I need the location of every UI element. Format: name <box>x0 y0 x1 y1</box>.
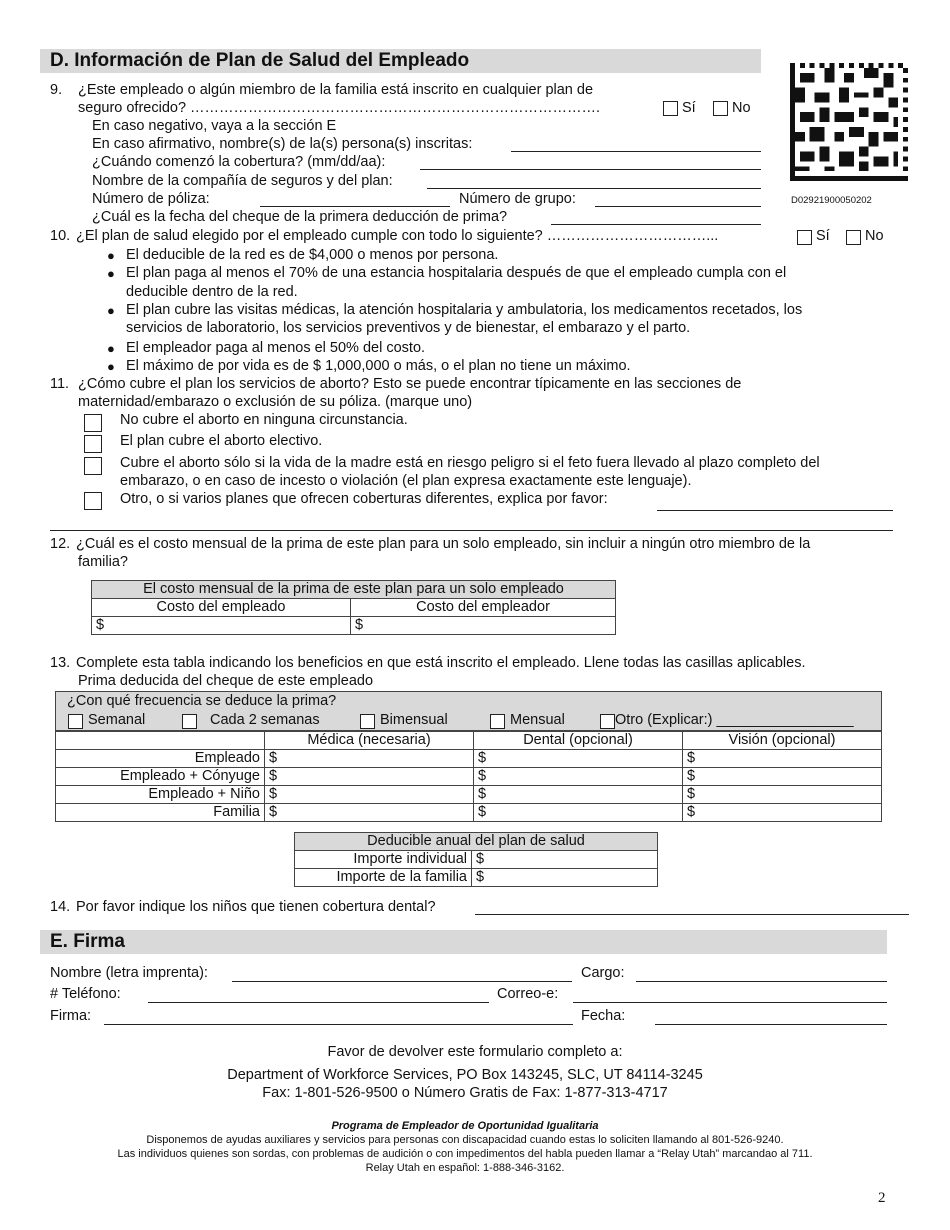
q11-option-3: Cubre el aborto sólo si la vida de la madre está en riesgo peligro si el feto fuera llevado al plazo completo del <box>120 455 820 471</box>
bullet-dot: ● <box>107 303 115 318</box>
q13-deductible-title: Deducible anual del plan de salud <box>295 833 658 851</box>
q9-insurer-label: Nombre de la compañía de seguros y del plan: <box>92 173 393 189</box>
q9-text-line1: ¿Este empleado o algún miembro de la familia está inscrito en cualquier plan de <box>78 82 594 98</box>
footer-fax: Fax: 1-801-526-9500 o Número Gratis de Fax: 1-877-313-4717 <box>262 1085 668 1101</box>
footer-relay: Las individuos quienes son sordas, con problemas de audición o con impedimentos del habla pueden llamar a “Relay Utah” marcandao al 711. <box>117 1148 813 1160</box>
q12-employer-cost-field[interactable] <box>351 617 616 635</box>
q10-bullet-4: El empleador paga al menos el 50% del costo. <box>126 340 426 356</box>
table-row <box>295 851 658 869</box>
q13-row-label: Empleado + Niño <box>56 786 265 804</box>
name-label: Nombre (letra imprenta): <box>50 965 208 981</box>
dollar-sign: $ <box>687 768 696 784</box>
q11-option-3-cont: embarazo, o en caso de incesto o violación (el plan expresa exactamente este lenguaje). <box>120 473 692 489</box>
q10-bullet-2-cont: deducible dentro de la red. <box>126 284 298 300</box>
dollar-sign: $ <box>269 804 278 820</box>
q13-dental-cell[interactable] <box>474 804 683 822</box>
q11-option-4: Otro, o si varios planes que ofrecen coberturas diferentes, explica por favor: <box>120 491 608 507</box>
q13-frequency-question: ¿Con qué frecuencia se deduce la prima? <box>67 693 337 709</box>
q13-number: 13. <box>50 655 71 671</box>
q12-col-employer: Costo del empleador <box>351 599 616 617</box>
q13-vision-cell[interactable] <box>683 750 882 768</box>
dollar-sign: $ <box>269 750 278 766</box>
q10-no-checkbox[interactable] <box>846 230 861 245</box>
q13-weekly-checkbox[interactable] <box>68 714 83 729</box>
q14-number: 14. <box>50 899 71 915</box>
footer-relay-es: Relay Utah en español: 1-888-346-3162. <box>365 1162 565 1174</box>
q11-text-line2: maternidad/embarazo o exclusión de su póliza. (marque uno) <box>78 394 473 410</box>
q9-policy-field[interactable] <box>260 206 450 207</box>
footer-address: Department of Workforce Services, PO Box 143245, SLC, UT 84114-3245 <box>227 1067 703 1083</box>
q14-text: Por favor indique los niños que tienen cobertura dental? <box>76 899 436 915</box>
table-row <box>56 750 882 768</box>
q9-no-checkbox[interactable] <box>713 101 728 116</box>
q9-yes-checkbox[interactable] <box>663 101 678 116</box>
table-row <box>56 768 882 786</box>
q9-if-yes-label: En caso afirmativo, nombre(s) de la(s) persona(s) inscritas: <box>92 136 473 152</box>
q13-medical-cell[interactable] <box>265 750 474 768</box>
dollar-sign: $ <box>478 750 487 766</box>
q12-table-title: El costo mensual de la prima de este plan para un solo empleado <box>92 581 616 599</box>
bullet-dot: ● <box>107 341 115 356</box>
signature-label: Firma: <box>50 1008 92 1024</box>
q13-medical-cell[interactable] <box>265 804 474 822</box>
q9-insurer-field[interactable] <box>427 188 761 189</box>
q13-vision-cell[interactable] <box>683 804 882 822</box>
q9-first-check-field[interactable] <box>551 224 761 225</box>
q13-other-checkbox[interactable] <box>600 714 615 729</box>
barcode-id: D02921900050202 <box>791 195 872 206</box>
dollar-sign: $ <box>478 768 487 784</box>
dollar-sign: $ <box>476 869 485 885</box>
q11-text-line1: ¿Cómo cubre el plan los servicios de aborto? Esto se puede encontrar típicamente en las secciones de <box>78 376 742 392</box>
q13-medical-cell[interactable] <box>265 768 474 786</box>
q9-yes-label: Sí <box>682 100 696 116</box>
q13-medical-cell[interactable] <box>265 786 474 804</box>
dollar-sign: $ <box>687 804 696 820</box>
q13-vision-cell[interactable] <box>683 768 882 786</box>
q13-monthly-label: Mensual <box>510 712 565 728</box>
q13-biweekly-checkbox[interactable] <box>182 714 197 729</box>
datamatrix-barcode <box>790 63 908 181</box>
q10-no-label: No <box>865 228 884 244</box>
date-field[interactable] <box>655 1024 887 1025</box>
table-row <box>56 804 882 822</box>
phone-label: # Teléfono: <box>50 986 121 1002</box>
dollar-sign: $ <box>269 786 278 802</box>
q9-first-check-label: ¿Cuál es la fecha del cheque de la primera deducción de prima? <box>92 209 508 225</box>
q9-group-label: Número de grupo: <box>459 191 576 207</box>
q13-semimonthly-label: Bimensual <box>380 712 448 728</box>
phone-field[interactable] <box>148 1002 489 1003</box>
q13-header-vision: Visión (opcional) <box>683 732 882 750</box>
q12-text-line2: familia? <box>78 554 128 570</box>
q13-row-label: Empleado + Cónyuge <box>56 768 265 786</box>
q13-header-blank <box>56 732 265 750</box>
q13-monthly-checkbox[interactable] <box>490 714 505 729</box>
q12-premium-table <box>91 580 616 635</box>
email-label: Correo-e: <box>497 986 559 1002</box>
q12-text-line1: ¿Cuál es el costo mensual de la prima de este plan para un solo empleado, sin incluir a ningún otro miembro de la <box>76 536 811 552</box>
dollar-sign: $ <box>269 768 278 784</box>
section-d-title: D. Información de Plan de Salud del Empleado <box>50 50 470 71</box>
table-row <box>295 869 658 887</box>
dollar-sign: $ <box>476 851 485 867</box>
position-label: Cargo: <box>581 965 625 981</box>
q13-deductible-table <box>294 832 658 887</box>
q13-header-medical: Médica (necesaria) <box>265 732 474 750</box>
q9-text-line2: seguro ofrecido? …………………………………………………………………………. <box>78 100 601 116</box>
q13-weekly-label: Semanal <box>88 712 146 728</box>
dollar-sign: $ <box>478 786 487 802</box>
section-e-header-bar <box>40 930 887 954</box>
q9-no-label: No <box>732 100 751 116</box>
q13-row-label: Empleado <box>56 750 265 768</box>
q13-dental-cell[interactable] <box>474 786 683 804</box>
q13-deductible-individual-field[interactable] <box>472 851 658 869</box>
q11-option-1-checkbox[interactable] <box>84 414 102 432</box>
bullet-dot: ● <box>107 248 115 263</box>
q13-benefits-table <box>55 731 882 822</box>
q9-coverage-start-field[interactable] <box>420 169 761 170</box>
q10-bullet-2: El plan paga al menos el 70% de una estancia hospitalaria después de que el empleado cumpla con el <box>126 265 787 281</box>
bullet-dot: ● <box>107 266 115 281</box>
q10-yes-label: Sí <box>816 228 830 244</box>
section-e-title: E. Firma <box>50 931 125 952</box>
dollar-sign: $ <box>355 617 364 633</box>
q13-header-dental: Dental (opcional) <box>474 732 683 750</box>
q11-other-field-1[interactable] <box>657 510 893 511</box>
q12-number: 12. <box>50 536 71 552</box>
q11-option-3-checkbox[interactable] <box>84 457 102 475</box>
q9-group-field[interactable] <box>595 206 761 207</box>
email-field[interactable] <box>573 1002 887 1003</box>
q13-semimonthly-checkbox[interactable] <box>360 714 375 729</box>
q9-coverage-start-label: ¿Cuándo comenzó la cobertura? (mm/dd/aa): <box>92 154 386 170</box>
q13-text-line1: Complete esta tabla indicando los beneficios en que está inscrito el empleado. Llene todas las casillas aplicables. <box>76 655 806 671</box>
dollar-sign: $ <box>478 804 487 820</box>
date-label: Fecha: <box>581 1008 626 1024</box>
dollar-sign: $ <box>687 786 696 802</box>
q11-option-4-checkbox[interactable] <box>84 492 102 510</box>
footer-aids: Disponemos de ayudas auxiliares y servicios para personas con discapacidad cuando estas lo soliciten llamando al 801-526-9240. <box>146 1134 784 1146</box>
q10-bullet-1: El deducible de la red es de $4,000 o menos por persona. <box>126 247 499 263</box>
q12-employee-cost-field[interactable] <box>92 617 351 635</box>
q11-option-2: El plan cubre el aborto electivo. <box>120 433 323 449</box>
q11-option-1: No cubre el aborto en ninguna circunstancia. <box>120 412 408 428</box>
footer-return-to: Favor de devolver este formulario completo a: <box>327 1044 623 1060</box>
q10-text: ¿El plan de salud elegido por el empleado cumple con todo lo siguiente? ……………………………... <box>76 228 719 244</box>
q10-bullet-5: El máximo de por vida es de $ 1,000,000 o más, o el plan no tiene un máximo. <box>126 358 631 374</box>
q12-col-employee: Costo del empleado <box>92 599 351 617</box>
table-row <box>56 786 882 804</box>
q13-row-label: Familia <box>56 804 265 822</box>
q13-dental-cell[interactable] <box>474 750 683 768</box>
dollar-sign: $ <box>687 750 696 766</box>
q13-vision-cell[interactable] <box>683 786 882 804</box>
q13-deductible-individual-label: Importe individual <box>295 851 472 869</box>
bullet-dot: ● <box>107 359 115 374</box>
q13-deductible-family-field[interactable] <box>472 869 658 887</box>
q10-yes-checkbox[interactable] <box>797 230 812 245</box>
q13-deductible-family-label: Importe de la familia <box>295 869 472 887</box>
q13-other-label: Otro (Explicar:) _________________ <box>615 712 854 728</box>
q9-if-no: En caso negativo, vaya a la sección E <box>92 118 337 134</box>
q10-bullet-3-cont: servicios de laboratorio, los servicios preventivos y de bienestar, el embarazo y el parto. <box>126 320 691 336</box>
q13-dental-cell[interactable] <box>474 768 683 786</box>
dollar-sign: $ <box>96 617 105 633</box>
q9-number: 9. <box>50 82 63 98</box>
page-number: 2 <box>878 1190 886 1206</box>
q13-text-line2: Prima deducida del cheque de este empleado <box>78 673 374 689</box>
signature-field[interactable] <box>104 1024 573 1025</box>
q11-option-2-checkbox[interactable] <box>84 435 102 453</box>
q11-other-field-2[interactable] <box>50 530 893 531</box>
q14-dental-children-field[interactable] <box>475 914 909 915</box>
q10-number: 10. <box>50 228 71 244</box>
q10-bullet-3: El plan cubre las visitas médicas, la atención hospitalaria y ambulatoria, los medicamentos recetados, los <box>126 302 803 318</box>
name-field[interactable] <box>232 981 572 982</box>
footer-program: Programa de Empleador de Oportunidad Igualitaria <box>331 1120 599 1132</box>
q13-biweekly-label: Cada 2 semanas <box>210 712 320 728</box>
q9-policy-label: Número de póliza: <box>92 191 210 207</box>
q11-number: 11. <box>50 376 70 392</box>
position-field[interactable] <box>636 981 887 982</box>
q9-enrolled-names-field[interactable] <box>511 151 761 152</box>
